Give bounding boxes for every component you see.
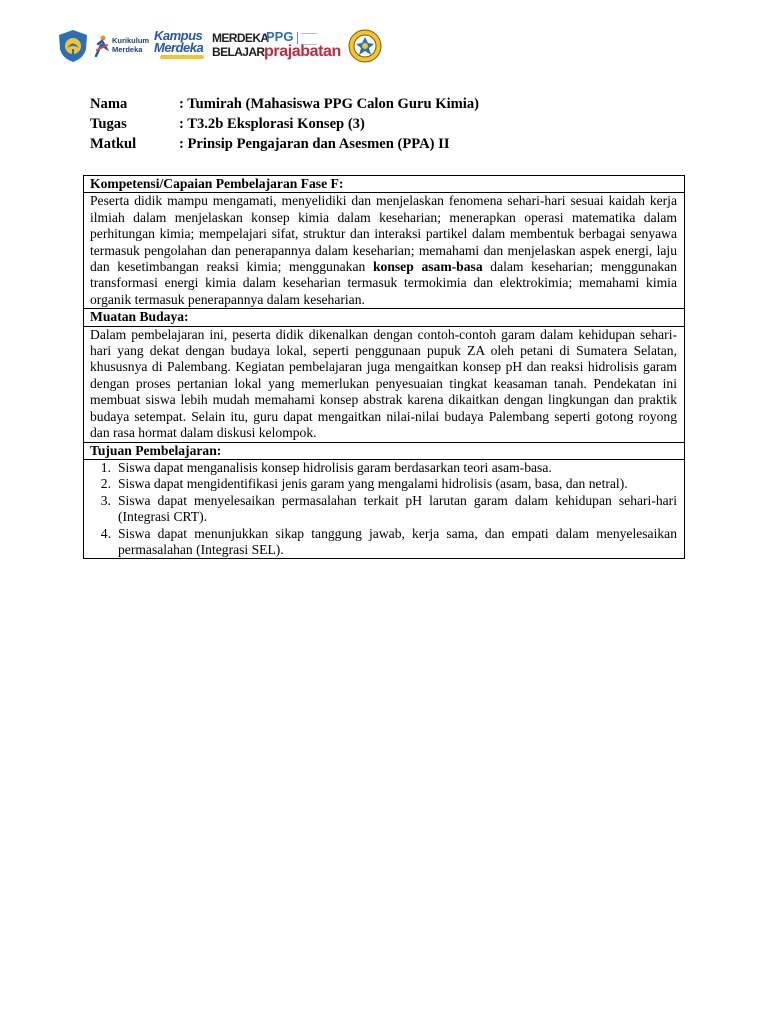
student-info	[90, 94, 479, 154]
list-item	[90, 493, 677, 526]
info-label: Matkul	[90, 136, 137, 152]
kompetensi-header-row	[84, 176, 685, 193]
info-row-matkul	[90, 134, 479, 154]
kompetensi-highlight: konsep asam-basa	[372, 259, 483, 275]
university-emblem	[348, 28, 382, 64]
info-value: : Prinsip Pengajaran dan Asesmen (PPA) II	[179, 136, 450, 152]
prajabatan-text: prajabatan	[264, 43, 341, 60]
list-item	[90, 460, 677, 476]
kampus-merdeka-text: Kampus Merdeka	[154, 28, 204, 55]
list-item-text: Siswa dapat mengidentifikasi jenis garam yang mengalami hidrolisis (asam, basa, dan netral).	[118, 476, 628, 492]
info-value: : T3.2b Eksplorasi Konsep (3)	[179, 116, 365, 132]
merdeka-belajar-logo	[212, 31, 269, 61]
list-item-number: 3.	[100, 492, 111, 508]
merdeka-accent	[212, 31, 258, 44]
muatan-header-row	[84, 309, 685, 326]
tujuan-list-cell	[84, 459, 685, 558]
tujuan-header: Tujuan Pembelajaran:	[84, 442, 685, 459]
kurikulum-merdeka-text: Kurikulum Merdeka	[112, 36, 150, 54]
kompetensi-header: Kompetensi/Capaian Pembelajaran Fase F:	[84, 176, 685, 193]
muatan-header: Muatan Budaya:	[84, 309, 685, 326]
learning-plan-table	[83, 175, 685, 559]
muatan-body-row	[84, 326, 685, 442]
kompetensi-body-row	[84, 193, 685, 309]
list-item-number: 1.	[100, 459, 111, 475]
kompetensi-text	[84, 193, 685, 309]
tut-wuri-handayani-logo	[57, 29, 89, 63]
list-item-text: Siswa dapat menyelesaikan permasalahan terkait pH larutan garam dalam kehidupan sehari-hari (Integrasi CRT).	[118, 492, 677, 525]
logo-strip	[57, 26, 387, 66]
tujuan-list	[90, 460, 677, 558]
ppg-prajabatan-logo	[264, 28, 346, 64]
list-item-number: 4.	[100, 525, 111, 541]
info-label: Nama	[90, 96, 128, 112]
info-row-nama	[90, 94, 479, 114]
list-item-number: 2.	[100, 476, 111, 492]
info-label: Tugas	[90, 116, 127, 132]
muatan-text: Dalam pembelajaran ini, peserta didik dikenalkan dengan contoh-contoh garam dalam kehidupan sehari-hari yang dekat dengan budaya lokal, seperti penggunaan pupuk ZA oleh petani di Sumatera Selatan, khususnya di Palembang. Kegiatan pembelajaran juga mengaitkan konsep pH dan reaksi hidrolisis garam dengan proses pertanian lokal yang memerlukan penyesuaian tingkat keasaman tanah. Pendekatan ini membuat siswa lebih mudah memahami konsep abstrak karena dikaitkan dengan lingkungan dan praktik budaya setempat. Selain itu, guru dapat mengaitkan nilai-nilai budaya Palembang seperti gotong royong dan rasa hormat dalam diskusi kelompok.	[84, 326, 685, 442]
kurikulum-figure-icon	[94, 35, 110, 57]
list-item	[90, 526, 677, 559]
merdeka-belajar-text: MERDEKA BELAJAR	[212, 31, 269, 59]
list-item-text: Siswa dapat menunjukkan sikap tanggung jawab, kerja sama, dan empati dalam menyelesaikan permasalahan (Integrasi SEL).	[118, 525, 677, 557]
info-value: : Tumirah (Mahasiswa PPG Calon Guru Kimia)	[179, 96, 480, 112]
list-item	[90, 476, 677, 492]
tujuan-body-row	[84, 459, 685, 558]
tujuan-header-row	[84, 442, 685, 459]
info-row-tugas	[90, 114, 479, 134]
list-item-text: Siswa dapat menganalisis konsep hidrolisis garam berdasarkan teori asam-basa.	[118, 459, 552, 475]
kampus-merdeka-ribbon	[160, 55, 204, 59]
ppg-text: PPG	[266, 29, 294, 44]
kampus-merdeka-logo	[154, 28, 206, 64]
kurikulum-merdeka-logo	[94, 34, 150, 58]
kompetensi-text-part: dalam keseharian; menggunakan transformasi energi kimia dalam keseharian termasuk termokimia dan elektrokimia; memahami kimia organik termasuk penerapannya dalam keseharian.	[90, 259, 677, 307]
kompetensi-text-part: Peserta didik mampu mengamati, menyelidiki dan menjelaskan fenomena sehari-hari sesuai kaidah kerja ilmiah dalam menjelaskan konsep kimia dalam keseharian; menerapkan operasi matematika dalam perhitungan kimia; mempelajari sifat, struktur dan interaksi partikel dalam membentuk berbagai senyawa termasuk pengolahan dan penerapannya dalam keseharian; memahami dan menjelaskan aspek energi, laju dan kesetimbangan reaksi kimia; menggunakan	[90, 193, 677, 275]
